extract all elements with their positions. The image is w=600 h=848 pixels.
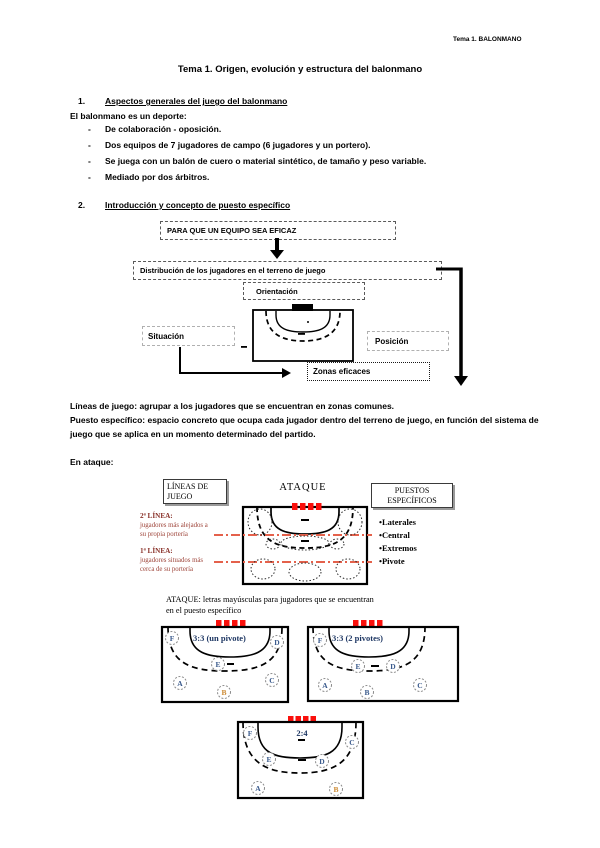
right-arrow-head (454, 376, 468, 386)
list-item: •Pivote (379, 556, 405, 566)
player-letter: F (247, 729, 253, 738)
player-letter: F (169, 634, 175, 643)
court-diagram-orientacion (240, 303, 360, 363)
bullet-marker: - (88, 172, 91, 182)
line2-title: 2ª LÍNEA: (140, 512, 173, 520)
section-2-title: Introducción y concepto de puesto específico (105, 200, 291, 210)
players (314, 634, 427, 699)
bullet-marker: - (88, 140, 91, 150)
player-letter: D (274, 638, 280, 647)
flow-label-zonas-eficaces: Zonas eficaces (307, 362, 430, 381)
ball-dash (371, 665, 379, 667)
formation-title: 2:4 (296, 728, 308, 738)
section-1-heading (78, 96, 287, 106)
player-letter: C (417, 681, 423, 690)
player-letter: B (333, 785, 339, 794)
penalty-mark (307, 321, 309, 323)
line1-title: 1ª LÍNEA: (140, 547, 173, 555)
ataque-header: ATAQUE (279, 482, 327, 493)
player-letter: C (349, 738, 355, 747)
flow-box-orientacion: Orientación (243, 282, 365, 300)
flow-box-equipo-eficaz: PARA QUE UN EQUIPO SEA EFICAZ (160, 221, 396, 240)
court-outline (253, 310, 353, 361)
flow-label-posicion: Posición (367, 331, 449, 351)
player-letter: F (317, 636, 323, 645)
ball-dash (298, 759, 306, 761)
formation-title: 3:3 (2 pivotes) (332, 633, 383, 643)
player-letter: A (177, 679, 183, 688)
definition-lineas: Líneas de juego: agrupar a los jugadores que se encuentran en zonas comunes. (70, 401, 395, 411)
term-puesto: Puesto específico: (70, 415, 146, 425)
attack-caption: ATAQUE: letras mayúsculas para jugadores que se encuentran en el puesto específico (166, 595, 374, 615)
player-letter: D (390, 662, 396, 671)
lines-legend: 2ª LÍNEA: jugadores más alejados a su propia portería 1ª LÍNEA: jugadores situados más cerca de su portería (140, 512, 220, 574)
list-item: - Se juega con un balón de cuero o material sintético, de tamaño y peso variable. (88, 156, 427, 166)
player-letter: C (269, 676, 275, 685)
player-letter: A (322, 681, 328, 690)
term-lineas: Líneas de juego: (70, 401, 138, 411)
bullet-marker: - (88, 156, 91, 166)
section-2-heading (78, 200, 290, 210)
flow-label-situacion: Situación (142, 326, 235, 346)
formation-title: 3:3 (un pivote) (193, 633, 246, 643)
list-item: - Dos equipos de 7 jugadores de campo (6 jugadores y un portero). (88, 140, 371, 150)
player-letter: D (319, 757, 325, 766)
puestos-especificos-header: PUESTOS ESPECÍFICOS (371, 483, 453, 508)
formation-court-24 (236, 712, 366, 802)
section-1-intro: El balonmano es un deporte: (70, 111, 187, 121)
attack-zones-court (213, 498, 373, 588)
zone-ellipse (289, 563, 321, 581)
zone-ellipse (330, 539, 344, 549)
bullet-marker: - (88, 124, 91, 134)
definition-puesto: Puesto específico: espacio concreto que ocupa cada jugador dentro del terreno de juego, en función del sistema de juego que se aplica en un momento determinado del partido. (70, 415, 539, 439)
formation-court-33-un-pivote (160, 615, 292, 705)
page-title: Tema 1. Origen, evolución y estructura del balonmano (177, 64, 423, 75)
formation-court-33-dos-pivotes (305, 615, 460, 705)
ball-dash (301, 540, 309, 542)
player-letter: E (266, 755, 272, 764)
zone-ellipse (336, 559, 360, 579)
ball-dash (227, 663, 234, 665)
nine-meter-line (266, 311, 340, 341)
player-letter: B (221, 688, 227, 697)
outer-dash (241, 346, 247, 348)
list-item: •Laterales (379, 517, 416, 527)
list-item: •Extremos (379, 543, 417, 553)
court-outline (243, 507, 367, 584)
situacion-arrow-head (282, 368, 291, 378)
section-1-title: Aspectos generales del juego del balonmano (105, 96, 288, 106)
zone-ellipse (338, 509, 362, 535)
center-dash (298, 333, 305, 335)
down-arrow-head (270, 250, 284, 259)
lineas-de-juego-header: LÍNEAS DE JUEGO (163, 479, 227, 504)
positions-list (379, 516, 417, 568)
section-2-number: 2. (78, 200, 86, 210)
zone-ellipse (251, 559, 275, 579)
player-letter: B (364, 688, 370, 697)
zone-ellipse (248, 509, 272, 535)
six-meter-line (276, 311, 330, 332)
ball-dash (298, 739, 305, 741)
player-letter: E (215, 660, 221, 669)
list-item: - De colaboración - oposición. (88, 124, 222, 134)
section-1-number: 1. (78, 96, 86, 106)
goal-icon (292, 304, 313, 311)
flow-box-distribucion: Distribución de los jugadores en el terreno de juego (133, 261, 442, 280)
zone-ellipse (281, 536, 329, 550)
running-header: Tema 1. BALONMANO (453, 36, 522, 43)
list-item: - Mediado por dos árbitros. (88, 172, 210, 182)
list-item: •Central (379, 530, 410, 540)
ball-dash (301, 519, 309, 521)
attack-intro: En ataque: (70, 457, 114, 467)
player-letter: A (255, 784, 261, 793)
bullet-list (88, 124, 548, 188)
player-letter: E (355, 662, 361, 671)
